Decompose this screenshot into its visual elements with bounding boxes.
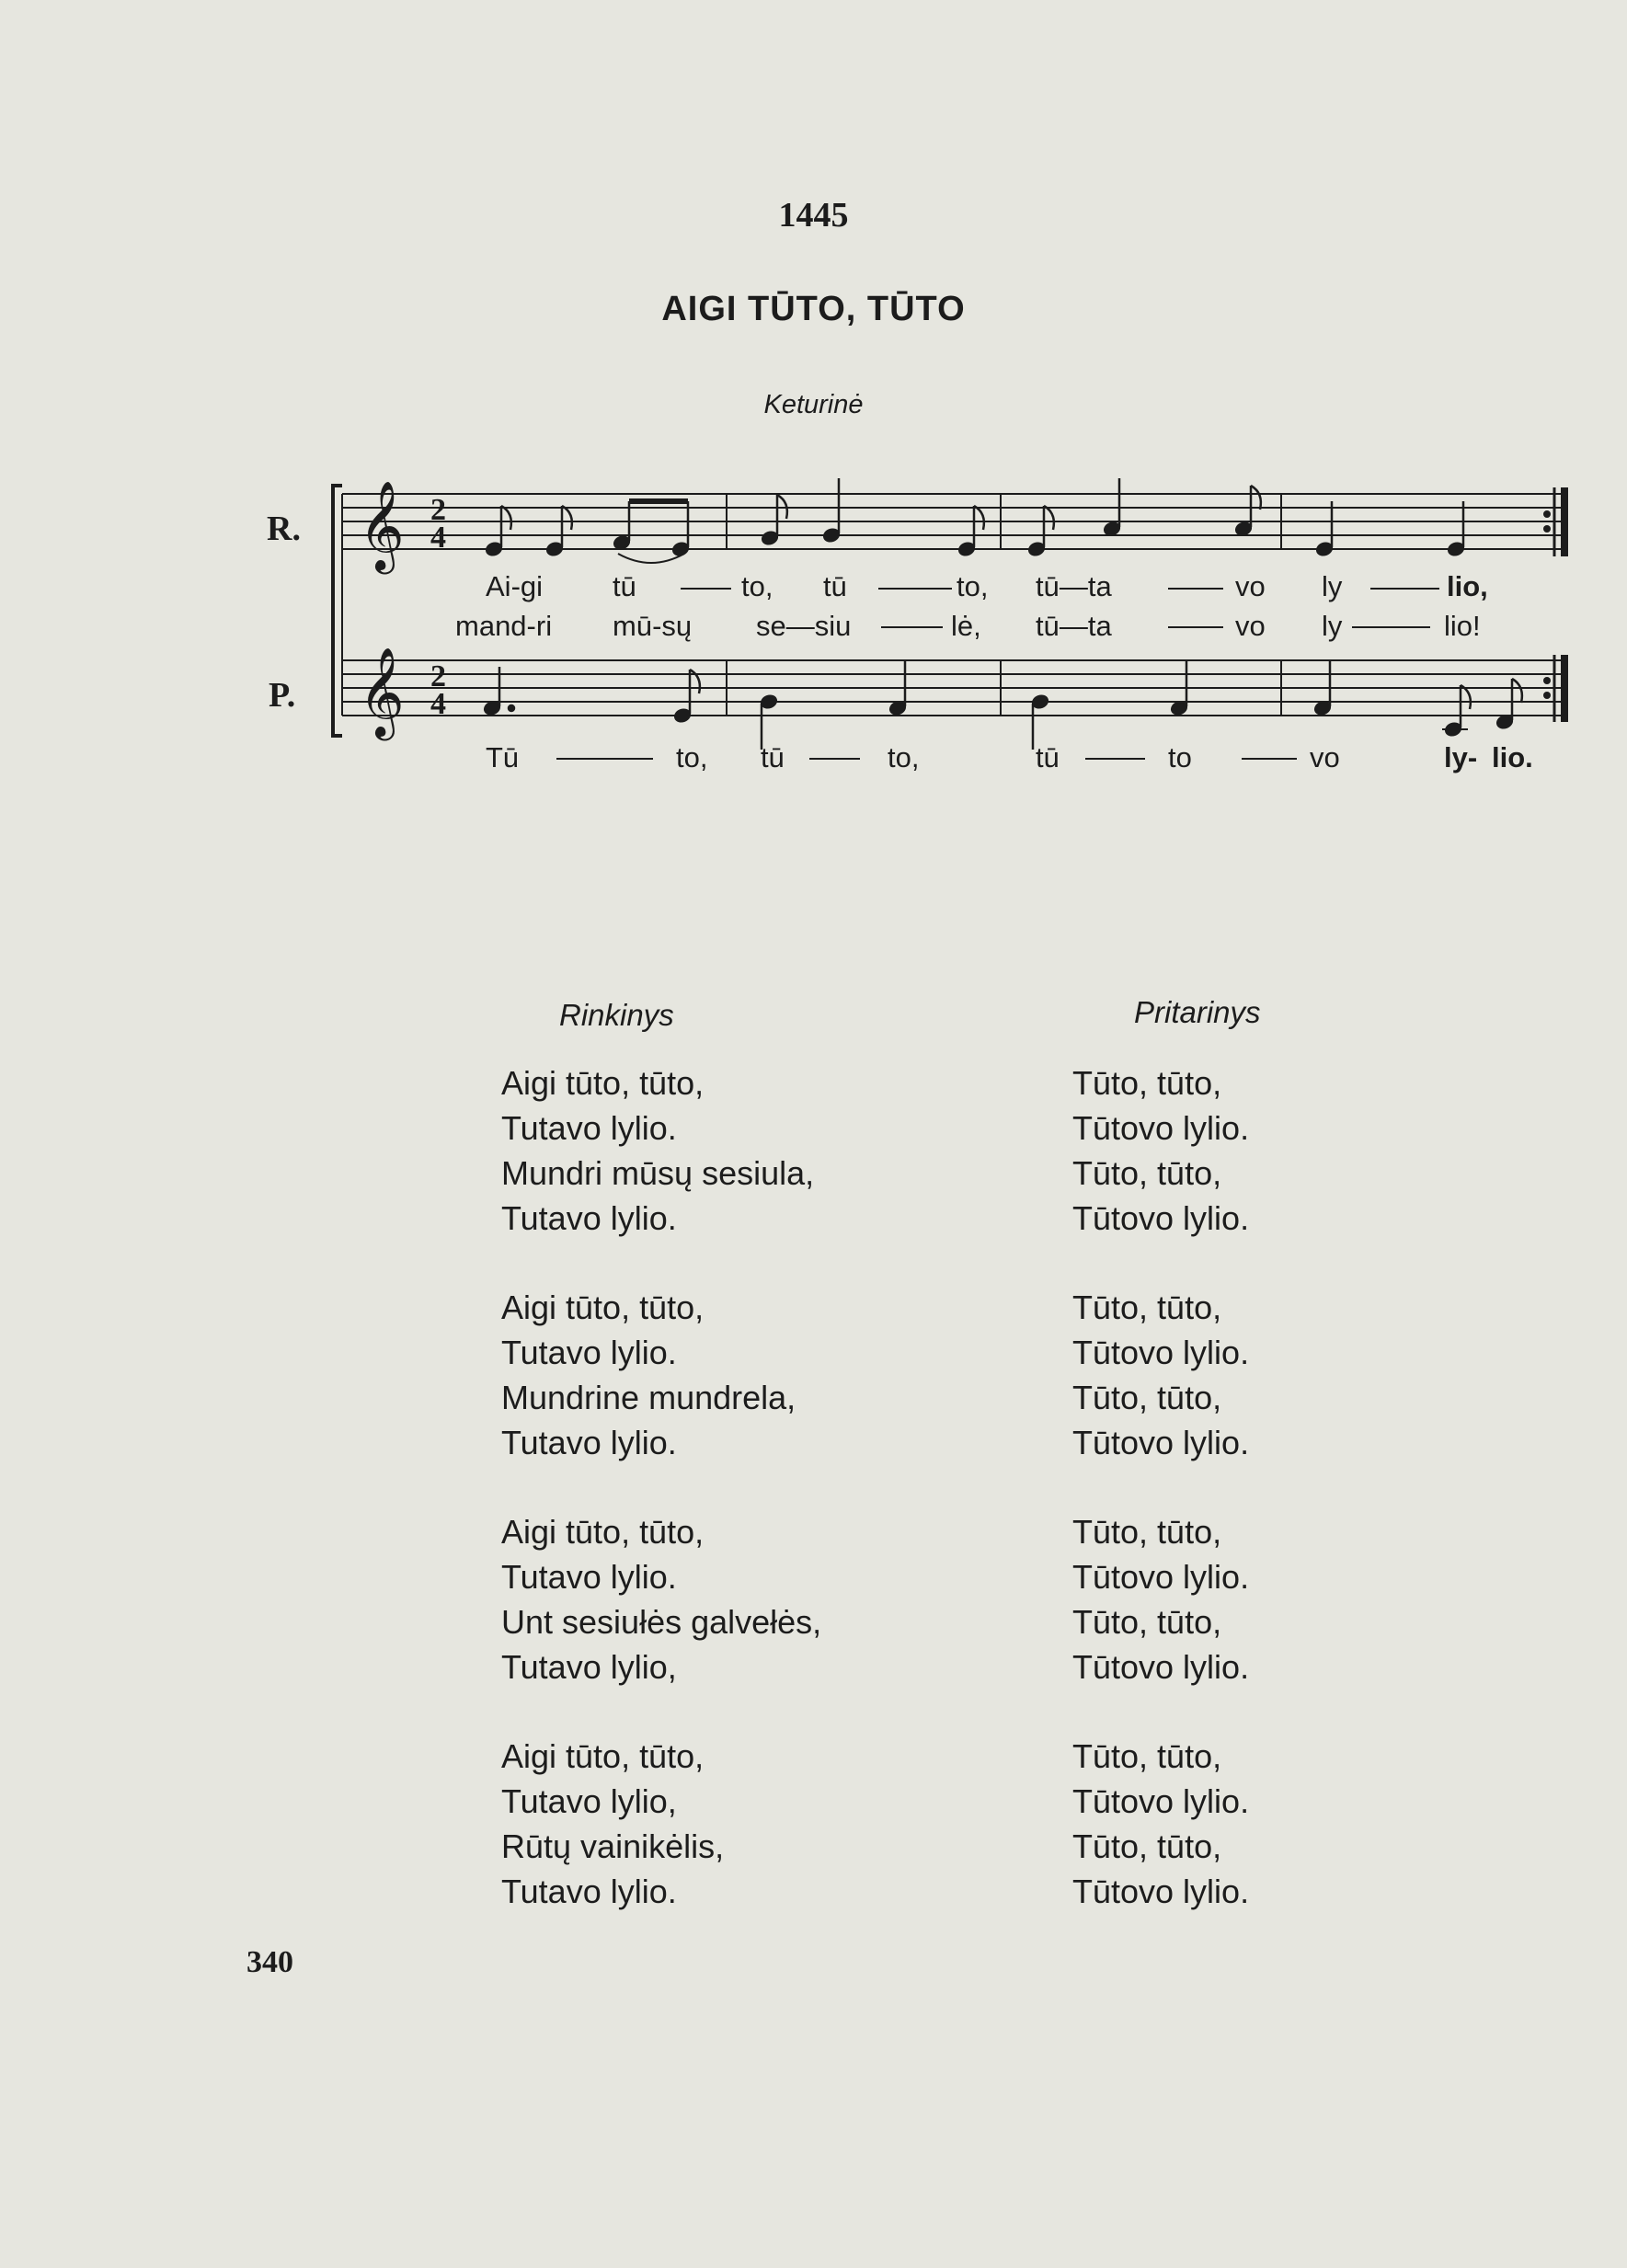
- lyric-syllable: vo: [1235, 610, 1266, 642]
- verse-line: Aigi tūto, tūto,: [501, 1064, 705, 1102]
- verse-line: Tūtovo lylio.: [1072, 1648, 1250, 1686]
- verse-line: Tūtovo lylio.: [1072, 1424, 1250, 1461]
- song-number: 1445: [778, 196, 849, 235]
- left-column-heading: Rinkinys: [559, 998, 674, 1032]
- verse-line: Tūto, tūto,: [1072, 1379, 1222, 1416]
- verse-line: Tūto, tūto,: [1072, 1513, 1222, 1551]
- right-column-heading: Pritarinys: [1134, 995, 1261, 1029]
- lower-staff: [342, 660, 1568, 716]
- left-text-column: [501, 1060, 821, 1958]
- stanza: [501, 1060, 821, 1241]
- verse-line: Tutavo lylio.: [501, 1109, 677, 1147]
- verse-line: Tūtovo lylio.: [1072, 1199, 1250, 1237]
- stanza: [1072, 1509, 1249, 1690]
- verse-line: Tūto, tūto,: [1072, 1154, 1222, 1192]
- lyric-syllable: tū: [1036, 741, 1060, 773]
- verse-line: Aigi tūto, tūto,: [501, 1289, 705, 1326]
- lyric-syllable: to,: [676, 741, 708, 773]
- verse-line: Unt sesiułės galvełės,: [501, 1603, 822, 1641]
- verse-line: Tūtovo lylio.: [1072, 1782, 1250, 1820]
- page-number: 340: [246, 1945, 293, 1979]
- song-title: AIGI TŪTO, TŪTO: [661, 290, 966, 328]
- lyric-syllable: lė,: [951, 610, 981, 642]
- barlines: [727, 494, 1281, 716]
- upper-staff: [342, 494, 1568, 549]
- svg-text:2: 2: [430, 659, 446, 693]
- lyric-syllable: mū-sų: [613, 610, 693, 642]
- svg-text:2: 2: [430, 493, 446, 527]
- verse-line: Tūtovo lylio.: [1072, 1334, 1250, 1371]
- lyric-syllable: to,: [741, 570, 773, 602]
- lyric-syllable: ly-: [1444, 741, 1478, 773]
- lyric-syllable: to,: [888, 741, 920, 773]
- stanza: [501, 1285, 821, 1465]
- lyric-syllable: to,: [957, 570, 989, 602]
- verse-line: Tūto, tūto,: [1072, 1289, 1222, 1326]
- lyric-syllable: se—siu: [756, 610, 852, 642]
- time-signature: [430, 493, 446, 721]
- verse-line: Tūtovo lylio.: [1072, 1873, 1250, 1910]
- song-subtitle: Keturinė: [763, 390, 864, 419]
- verse-line: Tūtovo lylio.: [1072, 1558, 1250, 1596]
- verse-line: Mundrine mundrela,: [501, 1379, 796, 1416]
- stanza: [501, 1734, 821, 1914]
- lyric-syllable: lio.: [1492, 741, 1533, 773]
- stanza: [1072, 1285, 1249, 1465]
- verse-line: Tutavo lylio.: [501, 1873, 677, 1910]
- svg-text:4: 4: [430, 521, 446, 555]
- stanza: [1072, 1060, 1249, 1241]
- verse-line: Rūtų vainikėlis,: [501, 1827, 725, 1865]
- verse-line: Tutavo lylio,: [501, 1782, 677, 1820]
- verse-line: Mundri mūsų sesiula,: [501, 1154, 815, 1192]
- treble-clef-upper: 𝄞: [359, 480, 405, 570]
- lyric-syllable: ly: [1322, 570, 1343, 602]
- verse-line: Tūto, tūto,: [1072, 1737, 1222, 1775]
- verse-line: Aigi tūto, tūto,: [501, 1737, 705, 1775]
- verse-line: Aigi tūto, tūto,: [501, 1513, 705, 1551]
- lyric-syllable: tū: [823, 570, 847, 602]
- lyric-syllable: vo: [1235, 570, 1266, 602]
- verse-line: Tutavo lylio.: [501, 1199, 677, 1237]
- lyric-syllable: tū—ta: [1036, 570, 1112, 602]
- treble-clef-lower: 𝄞: [359, 647, 405, 737]
- svg-text:4: 4: [430, 687, 446, 721]
- final-repeat-barline: [1543, 487, 1568, 722]
- lyric-syllable: tū—ta: [1036, 610, 1112, 642]
- voice-label-upper: R.: [267, 510, 301, 548]
- verse-line: Tutavo lylio.: [501, 1558, 677, 1596]
- stanza: [1072, 1734, 1249, 1914]
- verse-line: Tutavo lylio,: [501, 1648, 677, 1686]
- lyric-syllable: lio,: [1447, 570, 1488, 602]
- verse-line: Tūto, tūto,: [1072, 1603, 1222, 1641]
- lyric-syllable: Ai-gi: [486, 570, 544, 602]
- verse-line: Tūto, tūto,: [1072, 1064, 1222, 1102]
- verse-line: Tutavo lylio.: [501, 1334, 677, 1371]
- lyric-syllable: to: [1168, 741, 1192, 773]
- voice-label-lower: P.: [269, 676, 296, 715]
- verse-line: Tūto, tūto,: [1072, 1827, 1222, 1865]
- verse-line: Tūtovo lylio.: [1072, 1109, 1250, 1147]
- music-score: [0, 0, 1627, 828]
- lyric-syllable: Tū: [486, 741, 520, 773]
- stanza: [501, 1509, 821, 1690]
- lyric-syllable: ly: [1322, 610, 1343, 642]
- lyric-syllable: mand-ri: [455, 610, 553, 642]
- verse-line: Tutavo lylio.: [501, 1424, 677, 1461]
- right-text-column: [1072, 1060, 1249, 1958]
- lyric-syllable: tū: [613, 570, 636, 602]
- lyric-syllable: lio!: [1444, 610, 1481, 642]
- lyric-syllable: tū: [761, 741, 785, 773]
- lyric-syllable: vo: [1310, 741, 1340, 773]
- system-bracket: [333, 486, 342, 736]
